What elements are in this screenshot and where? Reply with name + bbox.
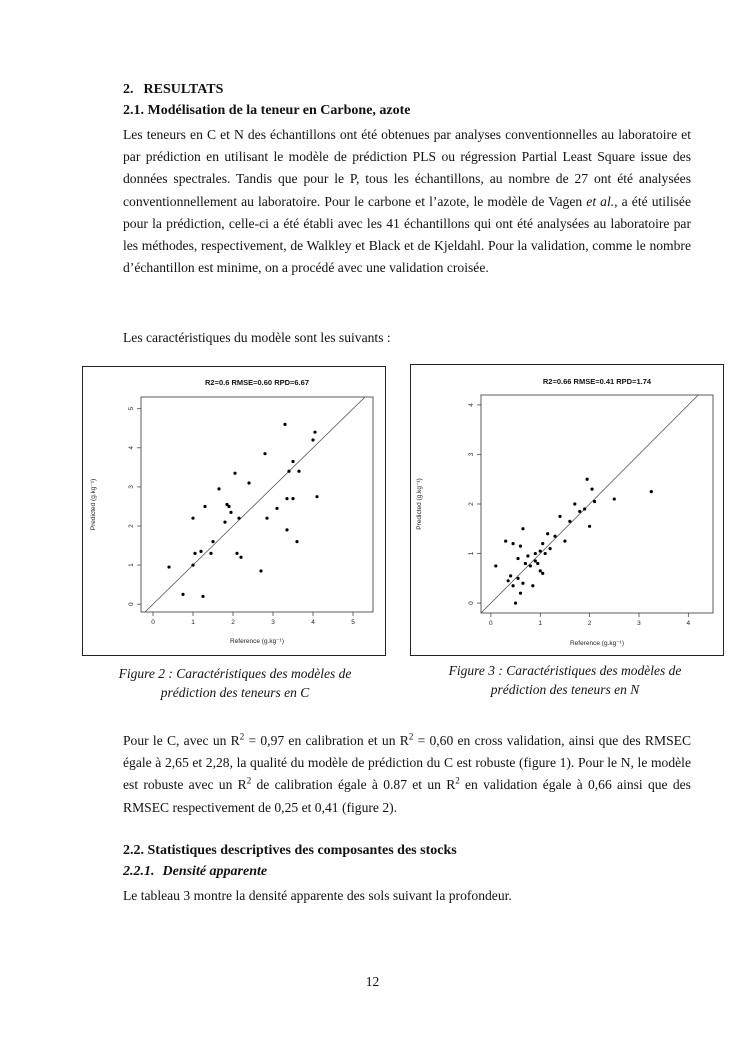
data-point (285, 528, 288, 531)
data-point (541, 542, 544, 545)
y-tick-label: 2 (468, 502, 475, 506)
plot-frame (481, 395, 713, 613)
data-point (563, 540, 566, 543)
x-tick-label: 1 (191, 619, 195, 626)
data-point (223, 520, 226, 523)
data-point (650, 490, 653, 493)
data-point (313, 431, 316, 434)
data-point (315, 495, 318, 498)
data-point (578, 510, 581, 513)
data-point (285, 497, 288, 500)
paragraph-density-text: Le tableau 3 montre la densité apparente des sols suivant la profondeur. (123, 888, 512, 903)
data-point (534, 552, 537, 555)
data-point (259, 569, 262, 572)
paragraph-methods (123, 124, 691, 279)
data-point (516, 557, 519, 560)
page-number: 12 (365, 974, 380, 989)
data-point (297, 470, 300, 473)
superscript: 2 (455, 775, 460, 786)
data-point (511, 584, 514, 587)
y-tick-label: 3 (128, 485, 135, 489)
data-point (494, 564, 497, 567)
figure-2-chart (82, 366, 386, 656)
data-point (558, 515, 561, 518)
data-point (275, 507, 278, 510)
subsection-title: Densité apparente (162, 864, 268, 879)
data-point (191, 517, 194, 520)
y-tick-label: 0 (128, 602, 135, 606)
data-point (529, 564, 532, 567)
data-point (588, 525, 591, 528)
data-point (546, 532, 549, 535)
carbon-scatter-plot (83, 367, 385, 655)
data-point (521, 582, 524, 585)
y-tick-label: 0 (468, 601, 475, 605)
y-tick-label: 1 (468, 551, 475, 556)
data-point (217, 487, 220, 490)
data-point (201, 595, 204, 598)
y-tick-label: 3 (468, 452, 475, 457)
paragraph-model-intro (123, 327, 691, 349)
data-point (211, 540, 214, 543)
figure-3-caption: Figure 3 : Caractéristiques des modèles de prédiction des teneurs en N (448, 663, 682, 697)
data-point (291, 460, 294, 463)
data-point (536, 562, 539, 565)
subsection-number: 2.2.1. (123, 864, 155, 879)
results-text-e: en validation égale à 0,66 ainsi que des RMSEC respectivement de 0,25 et 0,41 (figure 2). (123, 777, 691, 815)
y-tick-label: 4 (468, 403, 475, 407)
plot-frame (141, 397, 373, 612)
data-point (311, 438, 314, 441)
data-point (511, 542, 514, 545)
data-point (593, 500, 596, 503)
chart-title: R2=0.66 RMSE=0.41 RPD=1.74 (542, 377, 652, 386)
y-tick-label: 4 (128, 446, 135, 450)
data-point (553, 535, 556, 538)
data-point (229, 511, 232, 514)
data-point (534, 559, 537, 562)
data-point (203, 505, 206, 508)
chart-title: R2=0.6 RMSE=0.60 RPD=6.67 (204, 378, 310, 387)
paragraph-model-intro-text: Les caractéristiques du modèle sont les suivants : (123, 330, 391, 345)
y-axis-label: Predicted (g.kg⁻¹) (90, 478, 97, 531)
data-point (191, 563, 194, 566)
section-heading (123, 82, 223, 98)
x-tick-label: 1 (538, 620, 543, 627)
data-point (521, 527, 524, 530)
data-point (514, 601, 517, 604)
x-axis-label: Reference (g.kg⁻¹) (229, 638, 285, 645)
x-tick-label: 0 (489, 620, 493, 627)
data-point (235, 552, 238, 555)
y-tick-label: 5 (128, 406, 135, 411)
results-text-c: = 0,60 en cross validation, ainsi que des RMSEC égale à 2,65 et 2,28, la qualité du modèle de prédiction du C est robuste (figure 1). Pour le N, le modèle est robuste avec un R (123, 733, 692, 793)
data-point (181, 593, 184, 596)
data-point (524, 562, 527, 565)
data-point (544, 552, 547, 555)
superscript: 2 (408, 731, 414, 742)
x-axis-label: Reference (g.kg⁻¹) (569, 640, 625, 647)
subsection-heading-2-2: 2.2. Statistiques descriptives des composantes des stocks (123, 843, 457, 858)
y-axis-label: Predicted (g.kg⁻¹) (416, 478, 423, 530)
x-tick-label: 3 (271, 619, 275, 626)
fit-line (481, 390, 703, 613)
data-point (295, 540, 298, 543)
data-point (193, 552, 196, 555)
fit-line (145, 397, 365, 612)
paragraph-methods-part1: Les teneurs en C et N des échantillons ont été obtenues par analyses conventionnelles au laboratoire et par prédiction en utilisant le modèle de prédiction PLS ou régression Partial Least Square issue des données spectrales. Tandis que pour le P, tous les échantillons, au nombre de 27 ont été analysées conventionnellement au laboratoire. Pour le carbone et l’azote, le modèle de Vagen (123, 127, 691, 209)
data-point (263, 452, 266, 455)
nitrogen-scatter-plot (411, 365, 723, 655)
data-point (167, 565, 170, 568)
x-tick-label: 4 (686, 620, 691, 627)
x-tick-label: 5 (351, 619, 355, 626)
y-tick-label: 1 (128, 563, 135, 567)
data-point (586, 478, 589, 481)
x-tick-label: 2 (587, 620, 592, 627)
figure-2-caption: Figure 2 : Caractéristiques des modèles de prédiction des teneurs en C (118, 666, 352, 700)
data-point (519, 545, 522, 548)
data-point (590, 488, 593, 491)
citation-et-al: et al., (586, 193, 618, 209)
data-point (283, 423, 286, 426)
section-title: RESULTATS (143, 82, 224, 97)
superscript: 2 (246, 775, 252, 786)
data-point (539, 569, 542, 572)
x-tick-label: 2 (231, 619, 235, 626)
data-point (237, 517, 240, 520)
results-text-d: de calibration égale à 0.87 et un R (251, 777, 456, 793)
data-point (531, 584, 534, 587)
results-text-a: Pour le C, avec un R (123, 733, 240, 748)
data-point (516, 577, 519, 580)
data-point (549, 547, 552, 550)
data-point (583, 507, 586, 510)
data-point (526, 554, 529, 557)
y-tick-label: 2 (128, 524, 135, 528)
data-point (613, 497, 616, 500)
data-point (265, 517, 268, 520)
paragraph-methods-part2: a été utilisée pour la prédiction, celle-ci a été établi avec les 41 échantillons qui ont été analysées au laboratoire par les méthodes, respectivement, de Walkley et Black et de Kjeldahl. Pour la validation, comme le nombre d’échantillon est minime, on a procédé avec une validation croisée. (123, 193, 691, 276)
data-point (573, 502, 576, 505)
data-point (233, 472, 236, 475)
data-point (291, 497, 294, 500)
x-tick-label: 0 (151, 619, 155, 626)
superscript: 2 (239, 731, 245, 742)
data-point (199, 550, 202, 553)
paragraph-results (123, 730, 691, 819)
figure-3-chart (410, 364, 724, 656)
data-point (227, 505, 230, 508)
data-point (247, 481, 250, 484)
subsection-heading-2-1: 2.1. Modélisation de la teneur en Carbone, azote (123, 103, 411, 118)
paragraph-density (123, 885, 691, 907)
data-point (209, 552, 212, 555)
data-point (504, 540, 507, 543)
data-point (239, 556, 242, 559)
data-point (519, 592, 522, 595)
subsection-heading-2-2-1 (123, 864, 267, 880)
data-point (541, 572, 544, 575)
data-point (568, 520, 571, 523)
x-tick-label: 4 (311, 619, 315, 626)
data-point (507, 579, 510, 582)
data-point (287, 470, 290, 473)
data-point (509, 574, 512, 577)
data-point (539, 549, 542, 552)
section-number: 2. (123, 82, 134, 97)
x-tick-label: 3 (637, 620, 641, 627)
results-text-b: = 0,97 en calibration et un R (244, 733, 409, 748)
